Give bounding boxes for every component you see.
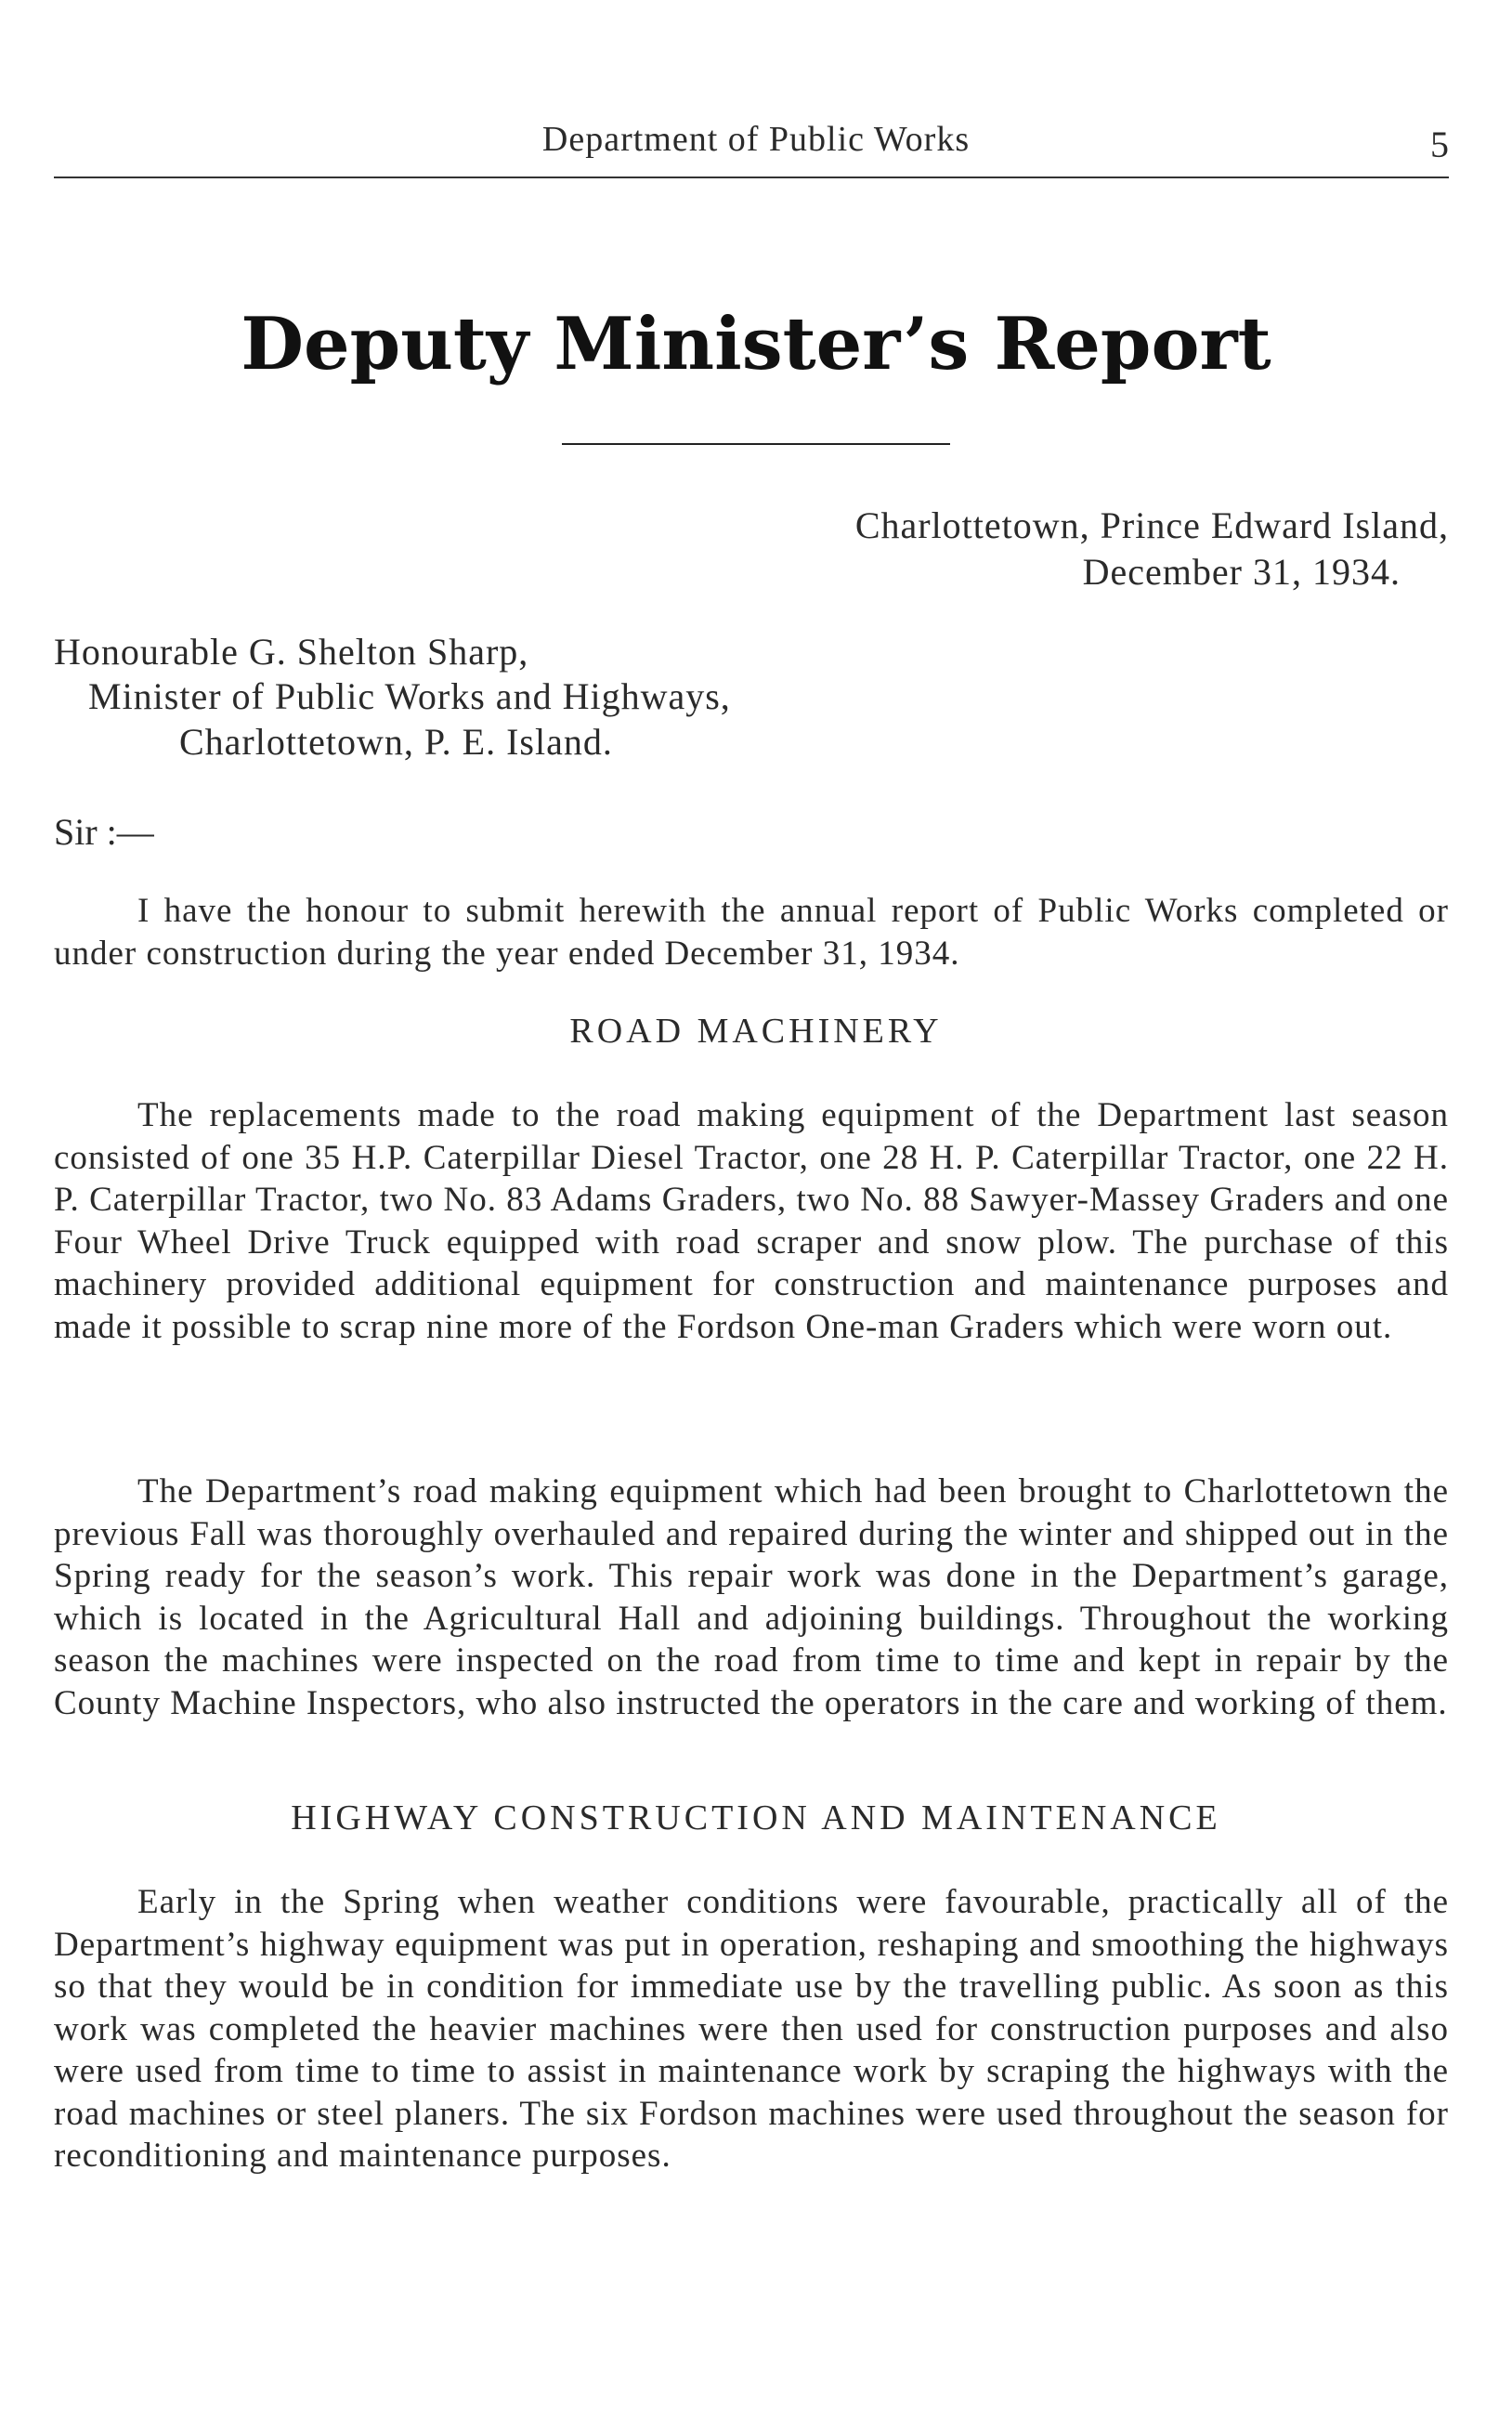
address-line-3: Charlottetown, P. E. Island. xyxy=(179,721,613,763)
report-title: Deputy Minister’s Report xyxy=(241,302,1271,386)
dateline-place: Charlottetown, Prince Edward Island, xyxy=(854,504,1449,546)
road-machinery-paragraph-2: The Department’s road making equipment which had been brought to Charlottetown the previous Fall was thoroughly overhauled and repaired during the winter and shipped out in the Spring ready for the season’s work. This repair work was done in the Department’s garage, which is located in the Agricultural Hall and adjoining buildings. Throughout the working season the machines were inspected on the road from time to time and kept in repair by the County Machine Inspectors, who also instructed the operators in the care and working of them. xyxy=(54,1472,1449,1722)
intro-paragraph: I have the honour to submit herewith the annual report of Public Works completed or under construction during the year ended December 31, 1934. xyxy=(54,892,1449,973)
address-line-1: Honourable G. Shelton Sharp, xyxy=(54,631,529,673)
section-heading-road-machinery: ROAD MACHINERY xyxy=(569,1012,943,1051)
header-rule xyxy=(54,177,1449,178)
highway-paragraph-1: Early in the Spring when weather conditions were favourable, practically all of the Department’s highway equipment was put in operation, reshaping and smoothing the highways so that they would be in condition for immediate use by the travelling public. As soon as this work was completed the heavier machines were then used for construction purposes and also were used from time to time to assist in maintenance work by scraping the highways with the road machines or steel planers. The six Fordson machines were used throughout the season for reconditioning and maintenance purposes. xyxy=(54,1883,1449,2175)
page-number: 5 xyxy=(1430,124,1449,165)
running-header: Department of Public Works xyxy=(541,120,971,159)
title-rule xyxy=(562,443,950,445)
salutation: Sir :— xyxy=(54,811,154,853)
road-machinery-paragraph-1: The replacements made to the road making equipment of the Department last season consisted of one 35 H.P. Caterpillar Diesel Tractor, one 28 H. P. Caterpillar Tractor, one 22 H. P. Caterpillar Tractor, two No. 83 Adams Graders, two No. 88 Sawyer-Massey Graders and one Four Wheel Drive Truck equipped with road scraper and snow plow. The purchase of this machinery provided additional equipment for construction and maintenance purposes and made it possible to scrap nine more of the Fordson One-man Graders which were worn out. xyxy=(54,1096,1449,1346)
section-heading-highway: HIGHWAY CONSTRUCTION AND MAINTENANCE xyxy=(291,1798,1221,1837)
address-line-2: Minister of Public Works and Highways, xyxy=(88,675,731,717)
dateline-date: December 31, 1934. xyxy=(1082,551,1401,593)
